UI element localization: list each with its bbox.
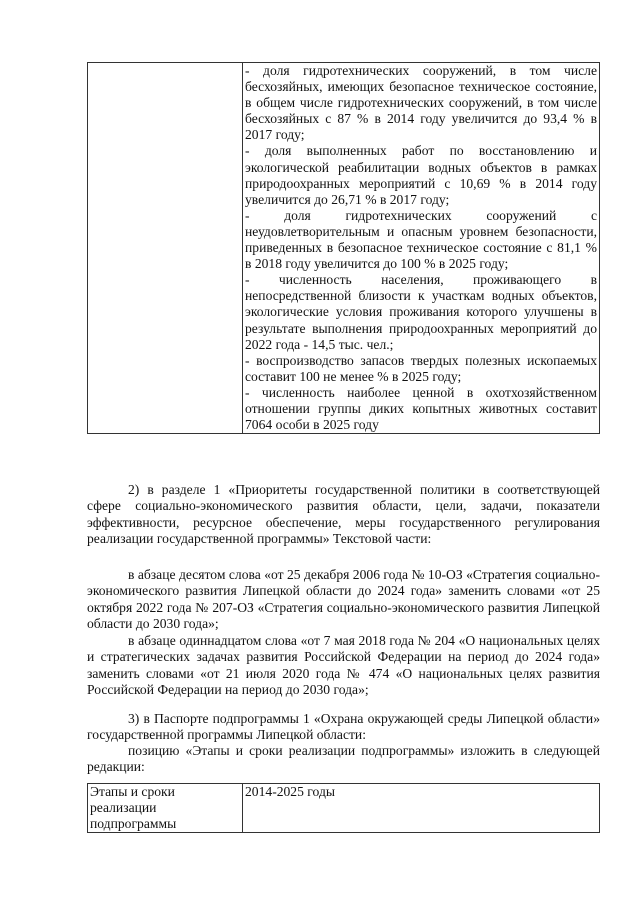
paragraph-position-amendment: позицию «Этапы и сроки реализации подпрограммы» изложить в следующей редакции: (87, 743, 600, 775)
stages-label-cell: Этапы и сроки реализации подпрограммы (88, 784, 243, 833)
indicator-item: - воспроизводство запасов твердых полезных ископаемых составит 100 не менее % в 2025 году; (245, 352, 597, 384)
indicators-cell (243, 63, 600, 434)
indicator-item: - доля гидротехнических сооружений, в том числе бесхозяйных, имеющих безопасное техническое состояние, в общем числе гидротехнических сооружений, в том числе бесхозяйных с 87 % в 2014 году увеличится до 93,4 % в 2017 году; (245, 63, 597, 143)
stages-value-cell: 2014-2025 годы (243, 784, 600, 833)
paragraph-passport-amendment: 3) в Паспорте подпрограммы 1 «Охрана окружающей среды Липецкой области» государственной программы Липецкой области: (87, 711, 600, 743)
stages-table (87, 783, 600, 833)
paragraph-section1-amendment: 2) в разделе 1 «Приоритеты государственной политики в соответствующей сфере социально-экономического развития области, цели, задачи, показатели эффективности, ресурсное обеспечение, меры государственного регулирования реализации государственной программы» Текстовой части: (87, 482, 600, 546)
indicator-item: - численность населения, проживающего в непосредственной близости к участкам водных объектов, экологические условия проживания которого улучшены в результате выполнения природоохранных мероприятий до 2022 года - 14,5 тыс. чел.; (245, 272, 597, 352)
table-row (88, 784, 600, 833)
indicators-table (87, 62, 600, 434)
paragraph-clause11-amendment: в абзаце одиннадцатом слова «от 7 мая 2018 года № 204 «О национальных целях и стратегических задачах развития Российской Федерации на период до 2024 года» заменить словами «от 21 июля 2020 года № 474 «О национальных целях развития Российской Федерации на период до 2030 года»; (87, 633, 600, 697)
indicator-item: - доля гидротехнических сооружений с неудовлетворительным и опасным уровнем безопасности, приведенных в безопасное техническое состояние с 81,1 % в 2018 году увеличится до 100 % в 2025 году; (245, 207, 597, 272)
paragraph-clause10-amendment: в абзаце десятом слова «от 25 декабря 2006 года № 10-ОЗ «Стратегия социально-экономического развития Липецкой области до 2024 года» заменить словами «от 25 октября 2022 года № 207-ОЗ «Стратегия социально-экономического развития Липецкой области до 2030 года»; (87, 567, 600, 631)
table-cell-empty (88, 63, 243, 434)
indicator-item: - численность наиболее ценной в охотхозяйственном отношении группы диких копытных животных составит 7064 особи в 2025 году (245, 384, 597, 433)
table-row (88, 63, 600, 434)
indicator-item: - доля выполненных работ по восстановлению и экологической реабилитации водных объектов в рамках природоохранных мероприятий с 10,69 % в 2014 году увеличится до 26,71 % в 2017 году; (245, 143, 597, 207)
